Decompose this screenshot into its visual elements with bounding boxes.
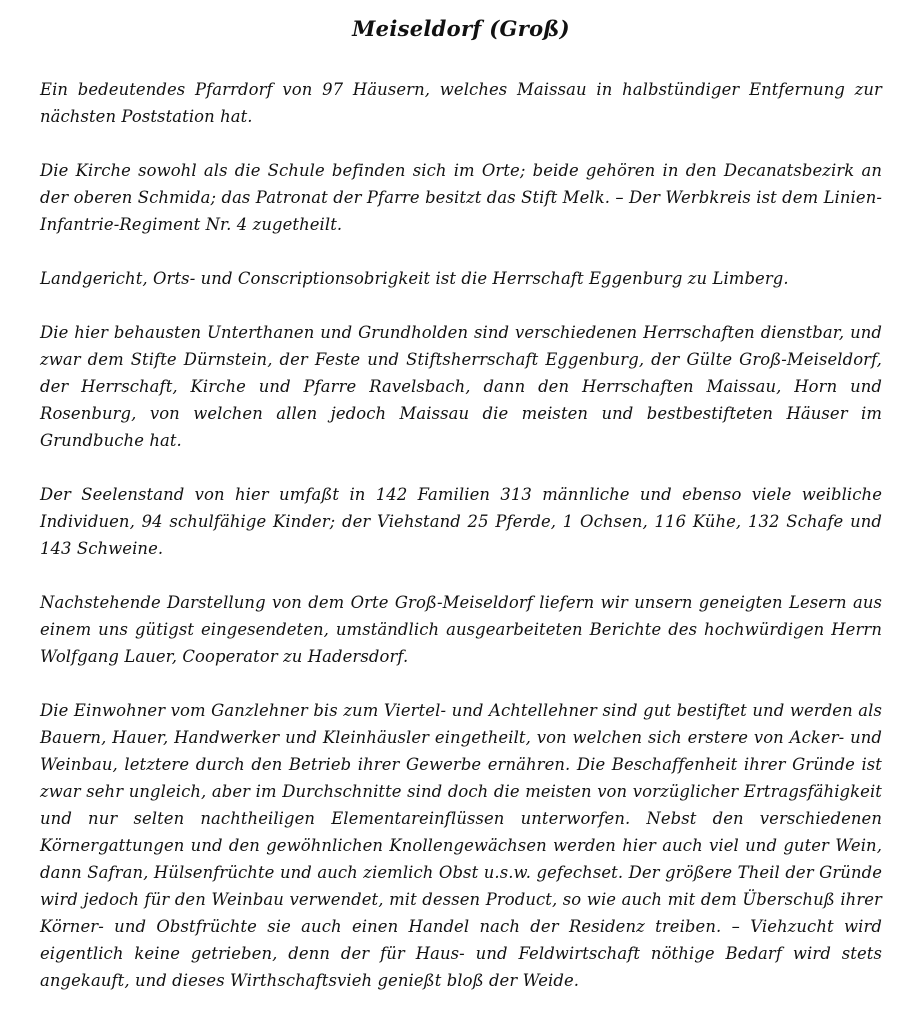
paragraph-report-source: Nachstehende Darstellung von dem Orte Groß-Meiseldorf liefern wir unsern geneigten Lesern aus einem uns gütigst eingesendeten, umständlich ausgearbeiteten Berichte des hochwürdigen Herrn Wolfgang Lauer, Cooperator zu Hadersdorf. (40, 593, 882, 666)
paragraph-court-authority: Landgericht, Orts- und Conscriptionsobrigkeit ist die Herrschaft Eggenburg zu Limberg. (40, 269, 789, 288)
paragraph-church-school: Die Kirche sowohl als die Schule befinden sich im Orte; beide gehören in den Decanatsbezirk an der oberen Schmida; das Patronat der Pfarre besitzt das Stift Melk. – Der Werbkreis ist dem Linien-Infantrie-Regiment Nr. 4 zugetheilt. (40, 161, 882, 234)
paragraph-subjects-lordships: Die hier behausten Unterthanen und Grundholden sind verschiedenen Herrschaften dienstbar, und zwar dem Stifte Dürnstein, der Feste und Stiftsherrschaft Eggenburg, der Gülte Groß-Meiseldorf, der Herrschaft, Kirche und Pfarre Ravelsbach, dann den Herrschaften Maissau, Horn und Rosenburg, von welchen allen jedoch Maissau die meisten und bestbestifteten Häuser im Grundbuche hat. (40, 323, 882, 450)
document-page (40, 14, 882, 1021)
page-title: Meiseldorf (Groß) (352, 16, 570, 41)
paragraph-parish-intro: Ein bedeutendes Pfarrdorf von 97 Häusern, welches Maissau in halbstündiger Entfernung zur nächsten Poststation hat. (40, 80, 882, 126)
paragraph-inhabitants-economy: Die Einwohner vom Ganzlehner bis zum Viertel- und Achtellehner sind gut bestiftet und werden als Bauern, Hauer, Handwerker und Kleinhäusler eingetheilt, von welchen sich erstere von Acker- und Weinbau, letztere durch den Betrieb ihrer Gewerbe ernähren. Die Beschaffenheit ihrer Gründe ist zwar sehr ungleich, aber im Durchschnitte sind doch die meisten von vorzüglicher Ertragsfähigkeit und nur selten nachtheiligen Elementareinflüssen unterworfen. Nebst den verschiedenen Körnergattungen und den gewöhnlichen Knollengewächsen werden hier auch viel und guter Wein, dann Safran, Hülsenfrüchte und auch ziemlich Obst u.s.w. gefechset. Der größere Theil der Gründe wird jedoch für den Weinbau verwendet, mit dessen Product, so wie auch mit dem Überschuß ihrer Körner- und Obstfrüchte sie auch einen Handel nach der Residenz treiben. – Viehzucht wird eigentlich keine getrieben, denn der für Haus- und Feldwirtschaft nöthige Bedarf wird stets angekauft, und dieses Wirthschaftsvieh genießt bloß der Weide. (40, 701, 882, 990)
paragraph-population-livestock: Der Seelenstand von hier umfaßt in 142 Familien 313 männliche und ebenso viele weibliche Individuen, 94 schulfähige Kinder; der Viehstand 25 Pferde, 1 Ochsen, 116 Kühe, 132 Schafe und 143 Schweine. (40, 485, 882, 558)
